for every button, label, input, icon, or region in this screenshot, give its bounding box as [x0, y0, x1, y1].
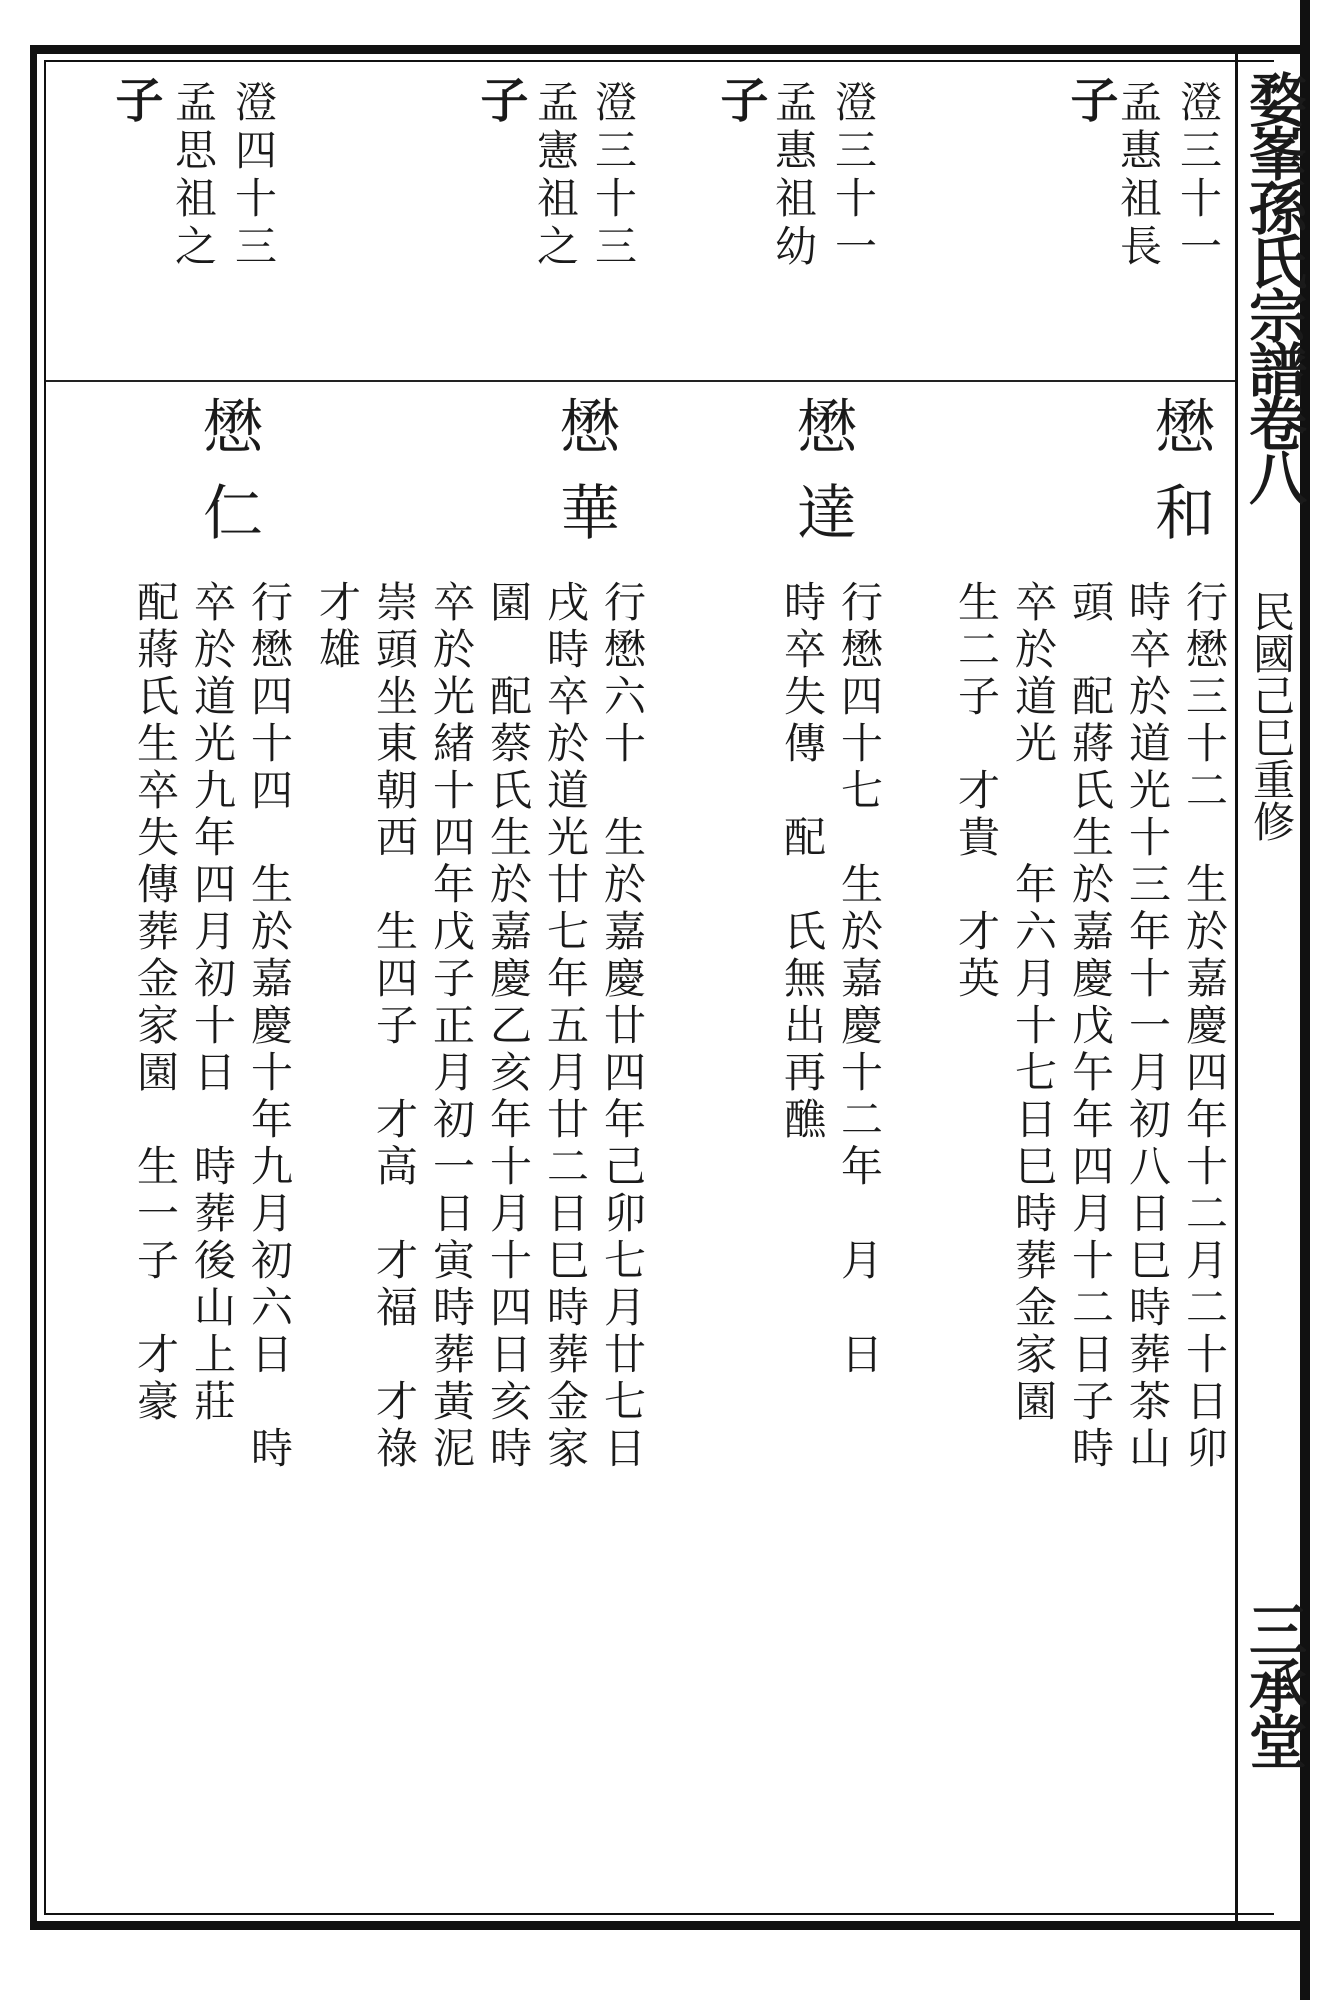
generation-label: 澄四十三 — [229, 80, 278, 272]
entry-line: 時卒於道光十三年十一月初八日巳時葬茶山 — [1123, 580, 1172, 1473]
father-note: 孟思祖之 — [169, 80, 218, 272]
person-name: 懋達 — [787, 395, 857, 567]
son-marker: 子 — [1062, 75, 1118, 123]
entry-line: 配蔣氏生卒失傳葬金家園 生一子 才豪 — [131, 580, 180, 1426]
entry-line: 崇頭坐東朝西 生四子 才高 才福 才祿 — [370, 580, 419, 1473]
entry-line: 生二子 才貴 才英 — [952, 580, 1001, 1003]
entry-line: 戌時卒於道光廿七年五月廿二日巳時葬金家 — [541, 580, 590, 1473]
entry-line: 行懋三十二 生於嘉慶四年十二月二十日卯 — [1180, 580, 1229, 1473]
son-marker: 子 — [472, 75, 528, 123]
hall-name: 三承堂 — [1239, 1600, 1307, 1768]
generation-label: 澄三十一 — [1174, 80, 1223, 272]
entry-line: 卒於光緒十四年戊子正月初一日寅時葬黃泥 — [427, 580, 476, 1473]
entry-line: 卒於道光九年四月初十日 時葬後山上莊 — [188, 580, 237, 1426]
father-note: 孟惠祖長 — [1114, 80, 1163, 272]
entry-line: 行懋四十四 生於嘉慶十年九月初六日 時 — [245, 580, 294, 1473]
father-note: 孟憲祖之 — [531, 80, 580, 272]
person-name: 懋和 — [1145, 395, 1215, 567]
entry-line: 才雄 — [313, 580, 362, 674]
genealogy-title: 婺峯孫氏宗譜卷八 — [1239, 70, 1307, 502]
entry-line: 時卒失傳 配 氏無出再醮 — [778, 580, 827, 1144]
entry-line: 行懋六十 生於嘉慶廿四年己卯七月廿七日 — [598, 580, 647, 1473]
entry-line: 行懋四十七 生於嘉慶十二年 月 日 — [835, 580, 884, 1379]
father-note: 孟惠祖幼 — [769, 80, 818, 272]
person-name: 懋華 — [550, 395, 620, 567]
generation-label: 澄三十一 — [829, 80, 878, 272]
register-divider — [46, 380, 1235, 382]
entry-line: 頭 配蔣氏生於嘉慶戊午年四月十二日子時 — [1066, 580, 1115, 1473]
son-marker: 子 — [107, 75, 163, 123]
entry-line: 園 配蔡氏生於嘉慶乙亥年十月十四日亥時 — [484, 580, 533, 1473]
person-name: 懋仁 — [193, 395, 263, 567]
edition-note: 民國己巳重修 — [1247, 590, 1296, 842]
son-marker: 子 — [712, 75, 768, 123]
generation-label: 澄三十三 — [589, 80, 638, 272]
entry-line: 卒於道光 年六月十七日巳時葬金家園 — [1009, 580, 1058, 1426]
